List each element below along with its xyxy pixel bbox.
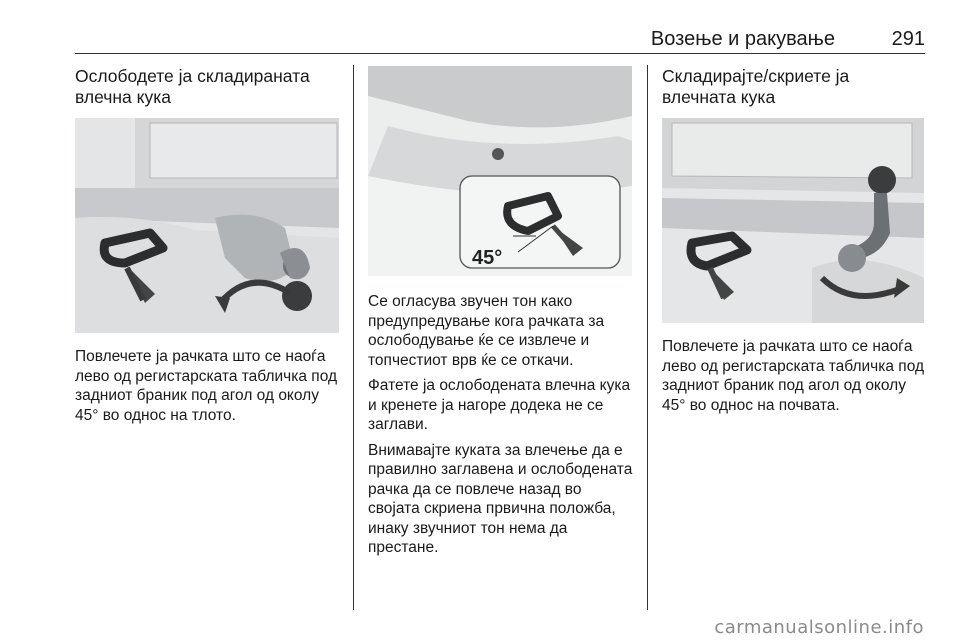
section-heading-release: Ослободете ја складираната влечна кука xyxy=(75,66,310,107)
illustration-rear-bumper xyxy=(368,66,632,276)
column-divider-1 xyxy=(353,65,354,610)
column-warning xyxy=(368,66,636,564)
page-number: 291 xyxy=(891,28,925,50)
page-header xyxy=(75,28,925,50)
instruction-text-store: Повлечете ја рачката што се наоѓа лево од регистарската табличка под задниот браник под агол од околу 45° во однос на почвата. xyxy=(662,338,925,414)
column-store xyxy=(662,66,927,421)
illustration-release-handle xyxy=(75,118,339,333)
inset-angle-label: 45° xyxy=(472,247,503,269)
header-rule xyxy=(75,53,925,54)
running-title: Возење и ракување xyxy=(650,28,835,50)
section-heading-store: Складирајте/скриете ја влечната кука xyxy=(662,66,850,107)
warning-paragraph-3: Внимавајте куката за влечење да е правилно заглавена и ослободената рачка да се повлече назад во својата скриена првична положба, инаку звучниот тон нема да престане. xyxy=(368,441,633,556)
column-divider-2 xyxy=(647,65,648,610)
instruction-text-release: Повлечете ја рачката што се наоѓа лево од регистарската табличка под задниот браник под агол од околу 45° во однос на тлото. xyxy=(75,348,338,424)
warning-paragraph-2: Фатете ја ослободената влечна кука и кренете ја нагоре додека не се заглави. xyxy=(368,377,631,433)
illustration-store-hook xyxy=(662,118,924,323)
warning-paragraph-1: Се огласува звучен тон како предупредување кога рачката за ослободување ќе се извлече и топчестиот врв ќе се откачи. xyxy=(368,293,605,369)
watermark: carmanualsonline.info xyxy=(714,617,924,638)
column-release xyxy=(75,66,345,431)
